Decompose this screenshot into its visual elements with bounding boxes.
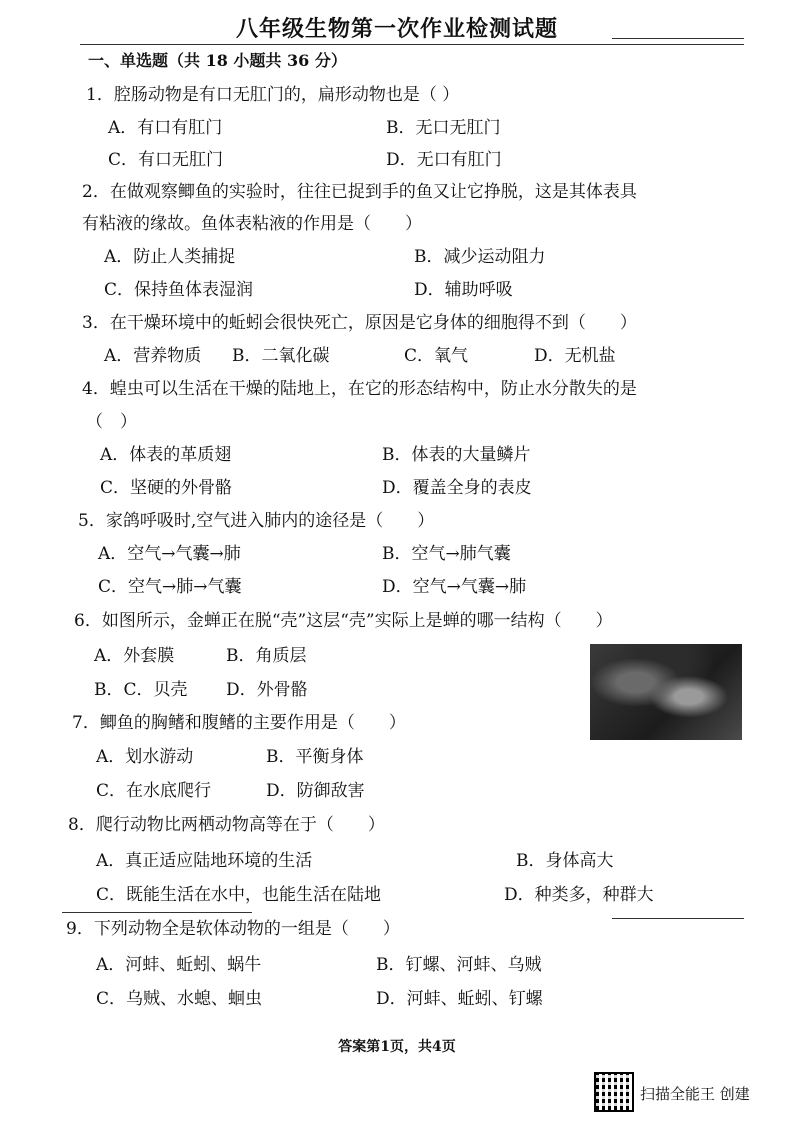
margin-rule-right bbox=[612, 918, 744, 919]
section-heading: 一、单选题（共 18 小题共 36 分） bbox=[88, 51, 347, 70]
question-2-stem-line-1: 2．在做观察鲫鱼的实验时，往往已捉到手的鱼又让它挣脱，这是其体表具 bbox=[82, 182, 637, 202]
question-5-option-a: A．空气→气囊→肺 bbox=[98, 544, 241, 564]
question-7-option-b: B．平衡身体 bbox=[266, 747, 364, 767]
question-3-option-b: B．二氧化碳 bbox=[232, 346, 330, 366]
question-1-option-c: C．有口无肛门 bbox=[108, 150, 224, 170]
question-9-option-a: A．河蚌、蚯蚓、蜗牛 bbox=[96, 955, 262, 975]
question-6-option-b: B．角质层 bbox=[226, 646, 307, 666]
question-4-stem-line-1: 4．蝗虫可以生活在干燥的陆地上，在它的形态结构中，防止水分散失的是 bbox=[82, 379, 637, 399]
question-9-option-b: B．钉螺、河蚌、乌贼 bbox=[376, 955, 542, 975]
question-5-option-d: D．空气→气囊→肺 bbox=[382, 577, 527, 597]
question-6-stem: 6．如图所示，金蝉正在脱“壳”这层“壳”实际上是蝉的哪一结构（ ） bbox=[74, 611, 613, 631]
question-3-option-a: A．营养物质 bbox=[104, 346, 202, 366]
question-6-option-d: D．外骨骼 bbox=[226, 680, 308, 700]
qr-code-icon bbox=[596, 1074, 632, 1110]
question-8-option-a: A．真正适应陆地环境的生活 bbox=[96, 851, 313, 871]
question-1-option-b: B．无口无肛门 bbox=[386, 118, 501, 138]
question-6-option-c: B．C．贝壳 bbox=[94, 680, 188, 700]
question-1-option-d: D．无口有肛门 bbox=[386, 150, 502, 170]
page-title: 八年级生物第一次作业检测试题 bbox=[235, 16, 558, 42]
question-1-stem: 1．腔肠动物是有口无肛门的，扁形动物也是（ ） bbox=[86, 85, 460, 105]
question-9-option-d: D．河蚌、蚯蚓、钉螺 bbox=[376, 989, 543, 1009]
scanner-watermark: 扫描全能王 创建 bbox=[640, 1085, 750, 1103]
question-4-option-b: B．体表的大量鳞片 bbox=[382, 445, 531, 465]
question-8-option-d: D．种类多，种群大 bbox=[504, 885, 654, 905]
question-5-stem: 5．家鸽呼吸时,空气进入肺内的途径是（ ） bbox=[78, 511, 435, 531]
question-5-option-c: C．空气→肺→气囊 bbox=[98, 577, 242, 597]
header-rule bbox=[80, 44, 744, 45]
question-4-option-d: D．覆盖全身的表皮 bbox=[382, 478, 532, 498]
question-4-stem-line-2: （ ） bbox=[86, 412, 137, 432]
question-7-option-a: A．划水游动 bbox=[96, 747, 194, 767]
question-2-stem-line-2: 有粘液的缘故。鱼体表粘液的作用是（ ） bbox=[82, 214, 422, 234]
page-footer: 答案第1页，共4页 bbox=[338, 1039, 456, 1055]
question-3-option-d: D．无机盐 bbox=[534, 346, 616, 366]
question-6-option-a: A．外套膜 bbox=[94, 646, 175, 666]
question-2-option-a: A．防止人类捕捉 bbox=[104, 247, 236, 267]
question-1-option-a: A．有口有肛门 bbox=[108, 118, 223, 138]
question-9-stem: 9．下列动物全是软体动物的一组是（ ） bbox=[66, 919, 400, 939]
cicada-molting-photo bbox=[590, 644, 742, 740]
question-2-option-d: D．辅助呼吸 bbox=[414, 280, 513, 300]
question-3-option-c: C．氧气 bbox=[404, 346, 469, 366]
question-2-option-b: B．减少运动阻力 bbox=[414, 247, 546, 267]
question-2-option-c: C．保持鱼体表湿润 bbox=[104, 280, 254, 300]
question-4-option-a: A．体表的革质翅 bbox=[100, 445, 232, 465]
question-3-stem: 3．在干燥环境中的蚯蚓会很快死亡，原因是它身体的细胞得不到（ ） bbox=[82, 313, 637, 333]
question-7-option-d: D．防御敌害 bbox=[266, 781, 365, 801]
question-7-option-c: C．在水底爬行 bbox=[96, 781, 212, 801]
question-8-stem: 8．爬行动物比两栖动物高等在于（ ） bbox=[68, 815, 385, 835]
question-9-option-c: C．乌贼、水螅、蛔虫 bbox=[96, 989, 263, 1009]
question-5-option-b: B．空气→肺气囊 bbox=[382, 544, 511, 564]
question-7-stem: 7．鲫鱼的胸鳍和腹鳍的主要作用是（ ） bbox=[72, 713, 406, 733]
question-8-option-c: C．既能生活在水中，也能生活在陆地 bbox=[96, 885, 382, 905]
margin-rule-left bbox=[62, 912, 252, 913]
title-rule-right bbox=[612, 38, 744, 39]
question-8-option-b: B．身体高大 bbox=[516, 851, 614, 871]
question-4-option-c: C．坚硬的外骨骼 bbox=[100, 478, 233, 498]
